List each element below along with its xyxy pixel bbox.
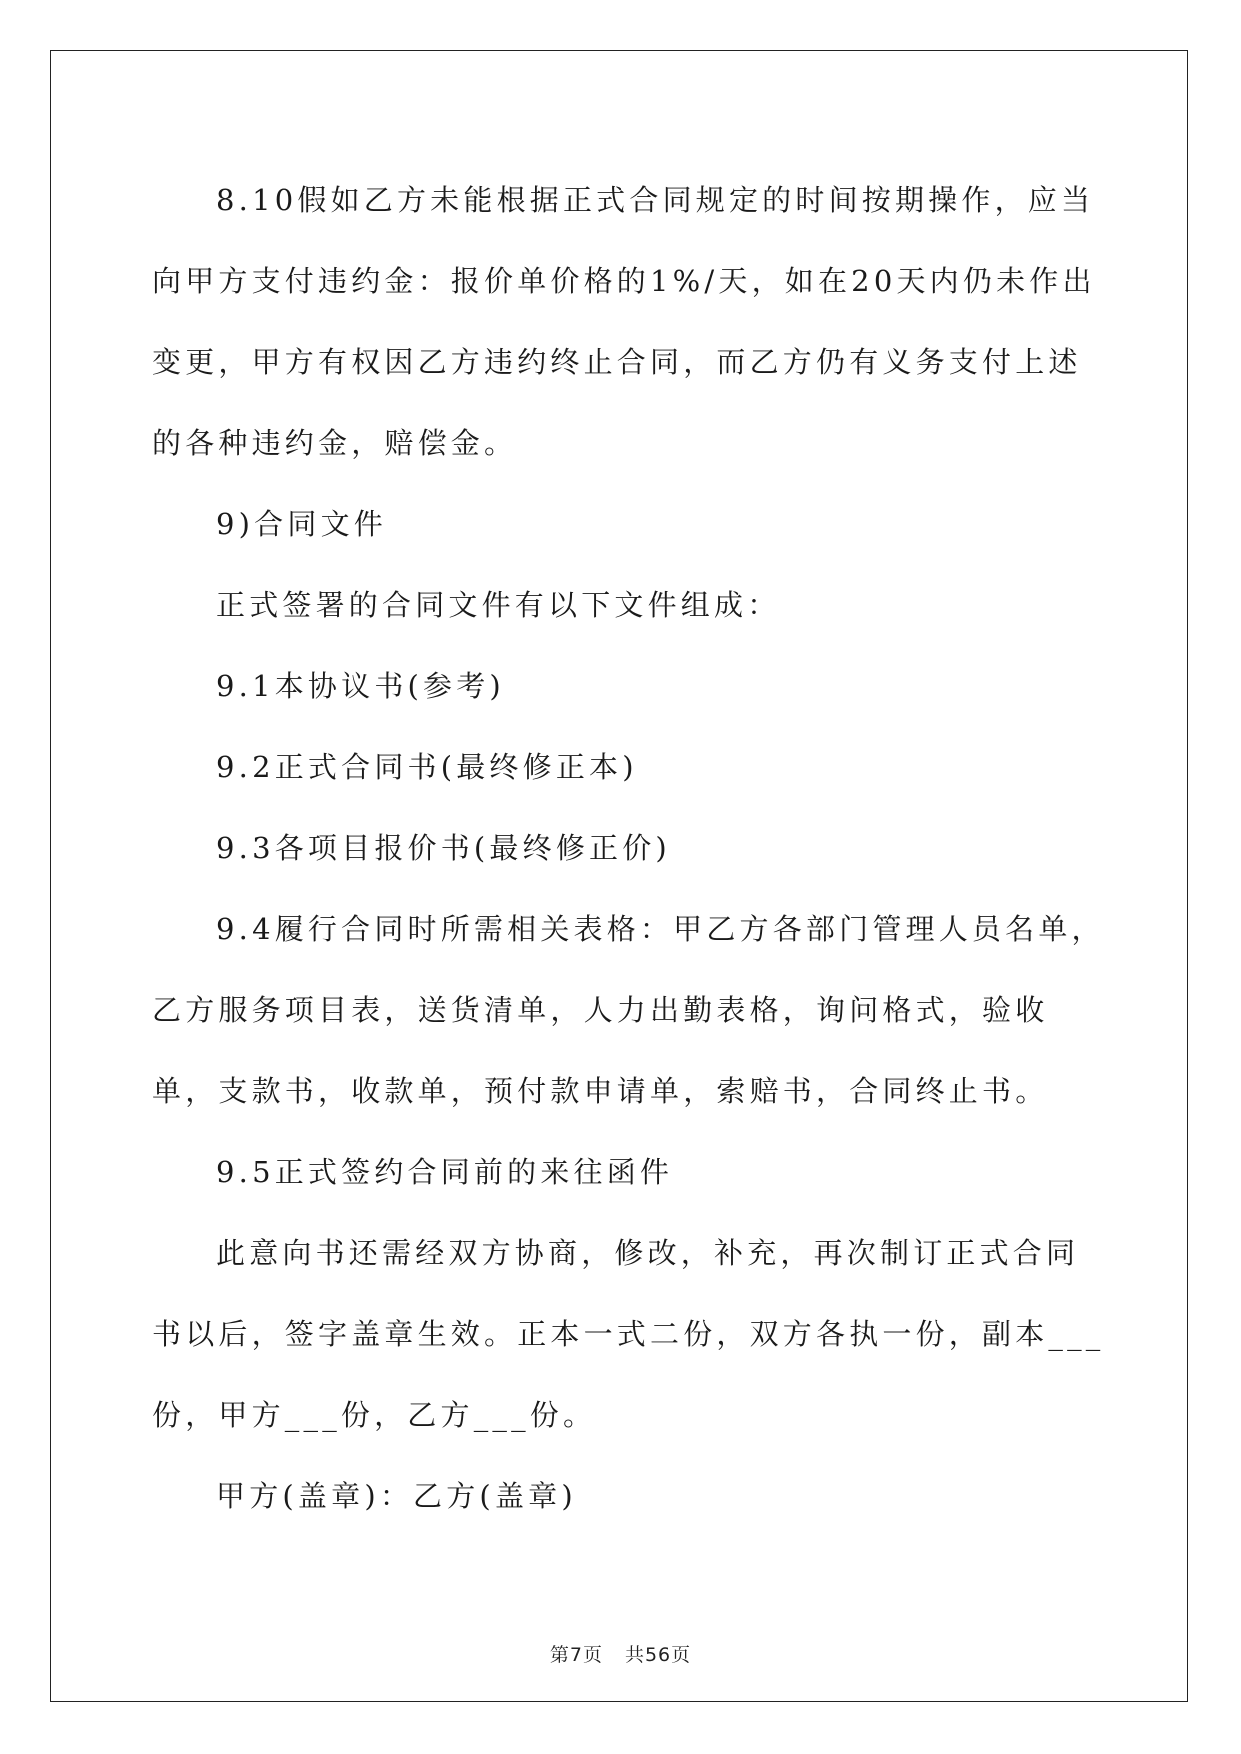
list-item-9-3: 9.3各项目报价书(最终修正价) bbox=[216, 831, 671, 865]
document-body bbox=[152, 160, 1112, 1537]
signature-line: 甲方(盖章)：乙方(盖章) bbox=[216, 1479, 577, 1513]
list-item-9-5: 9.5正式签约合同前的来往函件 bbox=[216, 1155, 674, 1189]
paragraph-closing: 此意向书还需经双方协商，修改，补充，再次制订正式合同书以后，签字盖章生效。正本一式二份，双方各执一份，副本___份，甲方___份，乙方___份。 bbox=[152, 1236, 1105, 1432]
page-number-current: 第7页 bbox=[549, 1644, 603, 1666]
page-number-total: 共56页 bbox=[624, 1644, 692, 1666]
list-item-9-1: 9.1本协议书(参考) bbox=[216, 669, 505, 703]
page-footer bbox=[0, 1640, 1241, 1667]
list-item-9-4: 9.4履行合同时所需相关表格：甲乙方各部门管理人员名单，乙方服务项目表，送货清单，人力出勤表格，询问格式，验收单，支款书，收款单，预付款申请单，索赔书，合同终止书。 bbox=[152, 912, 1105, 1108]
paragraph-documents-intro: 正式签署的合同文件有以下文件组成： bbox=[216, 588, 781, 622]
list-item-9-2: 9.2正式合同书(最终修正本) bbox=[216, 750, 638, 784]
heading-contract-documents: 9)合同文件 bbox=[216, 507, 387, 541]
paragraph-8-10: 8.10假如乙方未能根据正式合同规定的时间按期操作，应当向甲方支付违约金：报价单价格的1%/天，如在20天内仍未作出变更，甲方有权因乙方违约终止合同，而乙方仍有义务支付上述的各种违约金，赔偿金。 bbox=[152, 183, 1096, 460]
